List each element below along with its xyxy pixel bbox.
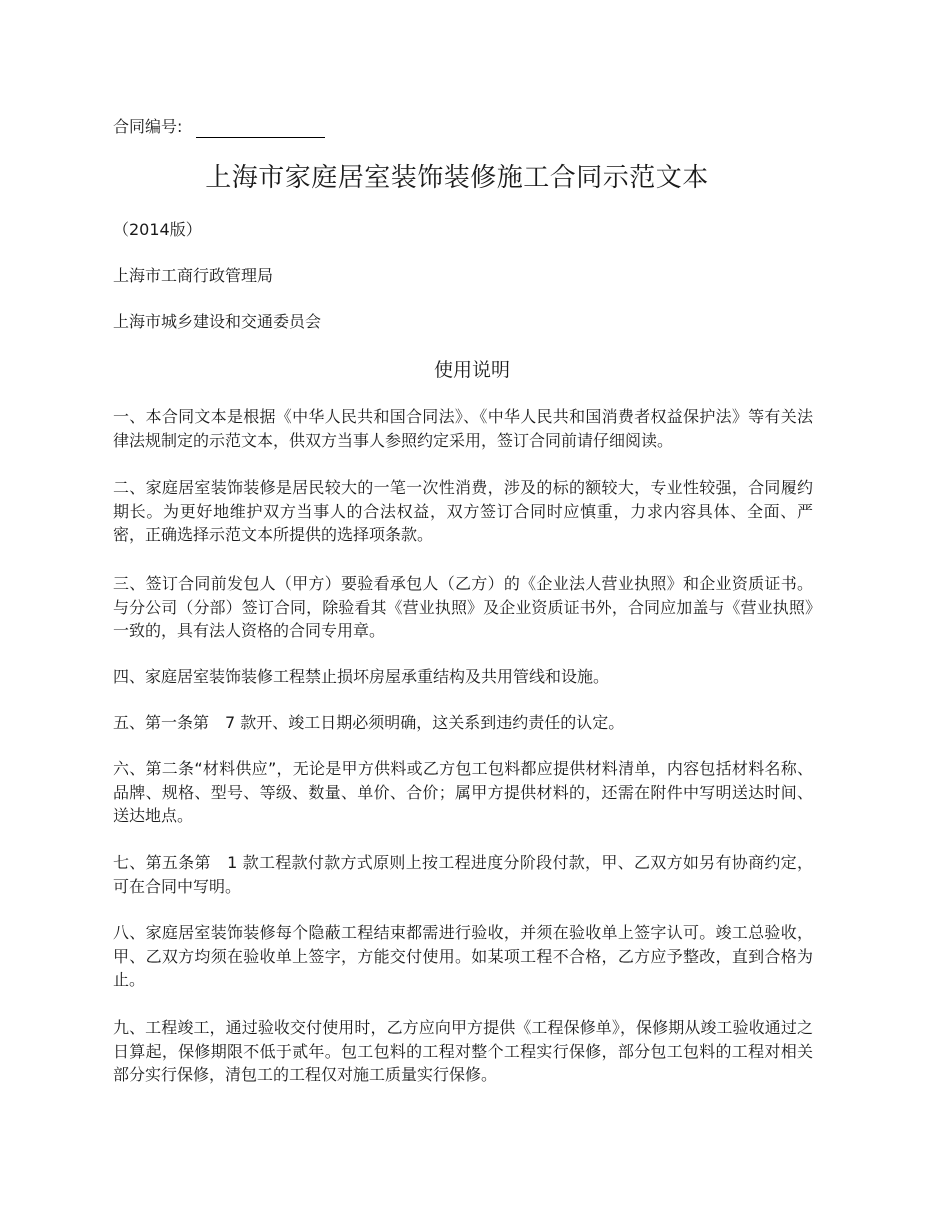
version-label: （2014版） [113,220,202,239]
document-title: 上海市家庭居室装饰装修施工合同示范文本 [205,163,709,193]
contract-number-row [113,116,325,138]
paragraph-6: 六、第二条“材料供应”，无论是甲方供料或乙方包工包料都应提供材料清单，内容包括材料名称、品牌、规格、型号、等级、数量、单价、合价；属甲方提供材料的，还需在附件中写明送达时间、送达地点。 [113,759,813,825]
paragraph-4: 四、家庭居室装饰装修工程禁止损坏房屋承重结构及共用管线和设施。 [113,667,610,686]
paragraph-3: 三、签订合同前发包人（甲方）要验看承包人（乙方）的《企业法人营业执照》和企业资质证书。与分公司（分部）签订合同，除验看其《营业执照》及企业资质证书外，合同应加盖与《营业执照》一致的，具有法人资格的合同专用章。 [113,574,813,640]
contract-number-blank [196,119,325,138]
paragraph-8: 八、家庭居室装饰装修每个隐蔽工程结束都需进行验收，并须在验收单上签字认可。竣工总验收，甲、乙双方均须在验收单上签字，方能交付使用。如某项工程不合格，乙方应予整改，直到合格为止。 [113,923,813,989]
issuer-2: 上海市城乡建设和交通委员会 [113,312,322,331]
issuer-1: 上海市工商行政管理局 [113,266,274,285]
paragraph-9: 九、工程竣工，通过验收交付使用时，乙方应向甲方提供《工程保修单》，保修期从竣工验收通过之日算起，保修期限不低于贰年。包工包料的工程对整个工程实行保修，部分包工包料的工程对相关部分实行保修，清包工的工程仅对施工质量实行保修。 [113,1018,813,1084]
instructions-heading: 使用说明 [433,359,510,381]
paragraph-2: 二、家庭居室装饰装修是居民较大的一笔一次性消费，涉及的标的额较大，专业性较强，合同履约期长。为更好地维护双方当事人的合法权益，双方签订合同时应慎重，力求内容具体、全面、严密，正确选择示范文本所提供的选择项条款。 [113,478,813,544]
paragraph-7: 七、第五条第 1 款工程款付款方式原则上按工程进度分阶段付款，甲、乙双方如另有协商约定，可在合同中写明。 [113,853,813,896]
contract-number-label: 合同编号: [113,117,183,136]
paragraph-1: 一、本合同文本是根据《中华人民共和国合同法》、《中华人民共和国消费者权益保护法》等有关法律法规制定的示范文本，供双方当事人参照约定采用，签订合同前请仔细阅读。 [113,407,813,450]
paragraph-5: 五、第一条第 7 款开、竣工日期必须明确，这关系到违约责任的认定。 [113,713,625,732]
